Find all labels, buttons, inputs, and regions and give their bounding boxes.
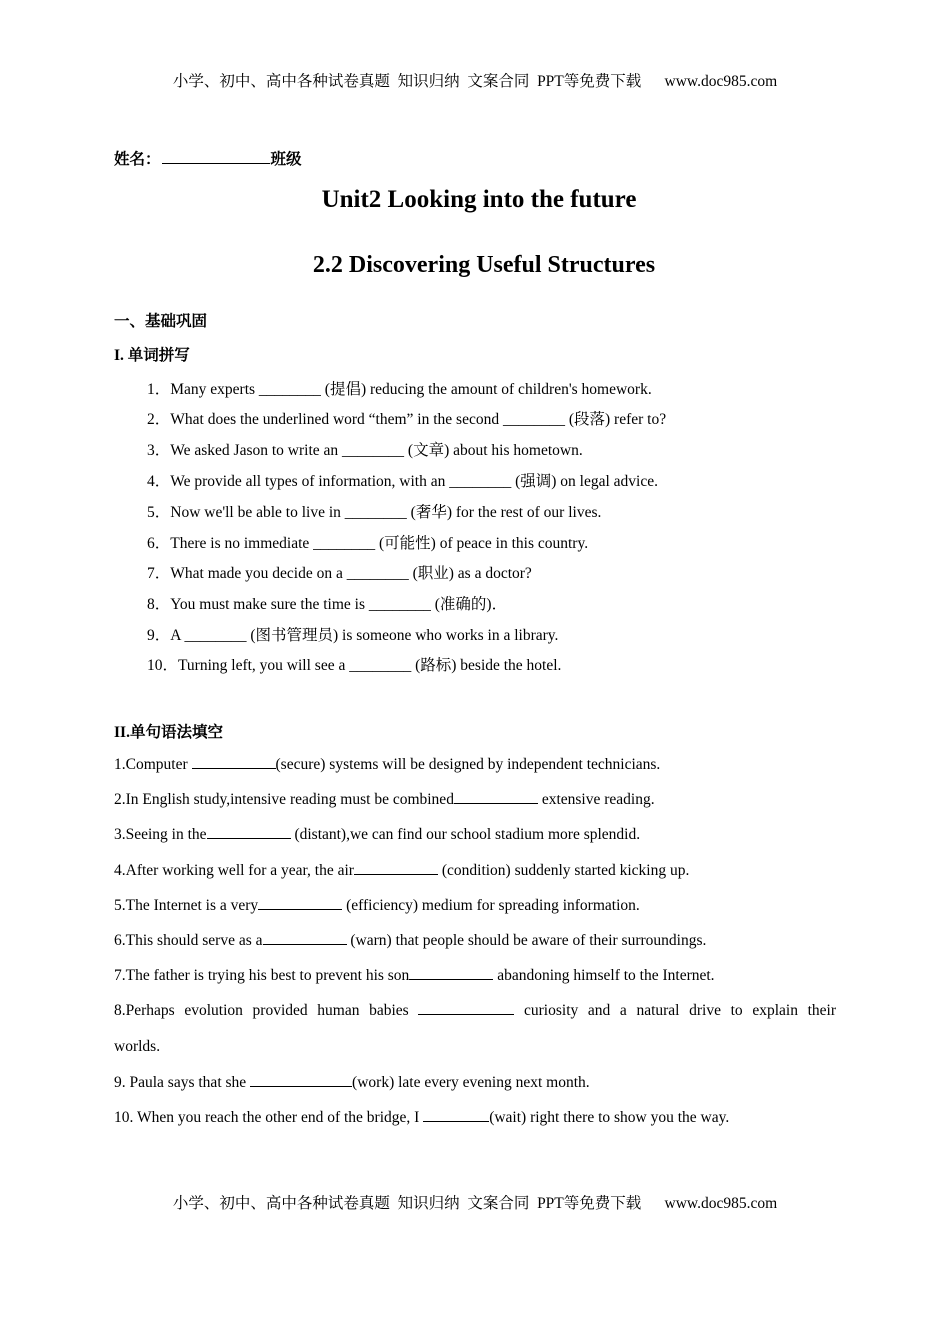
- grammar-item-10: [114, 1108, 729, 1127]
- name-class-field: [114, 147, 302, 169]
- grammar-item-1: [114, 755, 660, 774]
- spelling-item-7: 7．What made you decide on a ________ (职业) as a doctor?: [147, 565, 532, 582]
- answer-blank: [207, 825, 291, 839]
- name-blank: [162, 149, 270, 164]
- grammar-item-post: extensive reading.: [537, 791, 655, 808]
- grammar-item-post: (distant),we can find our school stadium more splendid.: [290, 826, 641, 843]
- spelling-item-4: 4．We provide all types of information, with an ________ (强调) on legal advice.: [147, 473, 658, 490]
- grammar-item-9: [114, 1073, 590, 1092]
- grammar-item-post: abandoning himself to the Internet.: [493, 967, 715, 984]
- answer-blank: [418, 1001, 514, 1015]
- grammar-item-pre: 6.This should serve as a: [114, 932, 263, 949]
- grammar-item-2: [114, 790, 655, 809]
- grammar-item-pre: 10. When you reach the other end of the bridge, I: [114, 1109, 424, 1126]
- grammar-item-post: (wait) right there to show you the way.: [489, 1109, 730, 1126]
- spelling-item-2: 2．What does the underlined word “them” in the second ________ (段落) refer to?: [147, 411, 667, 428]
- answer-blank: [423, 1108, 489, 1122]
- answer-blank: [354, 861, 438, 875]
- grammar-item-4: [114, 861, 689, 880]
- page-header: 小学、初中、高中各种试卷真题 知识归纳 文案合同 PPT等免费下载 www.doc985.com: [172, 73, 778, 90]
- grammar-item-post: (efficiency) medium for spreading information.: [342, 897, 640, 914]
- class-label: 班级: [270, 151, 302, 168]
- grammar-item-8-continued: worlds.: [114, 1038, 161, 1055]
- grammar-item-post: (secure) systems will be designed by independent technicians.: [275, 756, 661, 773]
- grammar-item-8: [114, 1001, 836, 1020]
- spelling-subheading: I. 单词拼写: [114, 347, 190, 364]
- grammar-item-post: (work) late every evening next month.: [352, 1074, 590, 1091]
- answer-blank: [192, 755, 276, 769]
- answer-blank: [258, 896, 342, 910]
- grammar-item-pre: 4.After working well for a year, the air: [114, 862, 354, 879]
- grammar-item-post: curiosity and a natural drive to explain their: [514, 1002, 836, 1019]
- answer-blank: [454, 790, 538, 804]
- unit-title: Unit2 Looking into the future: [321, 186, 637, 213]
- part-two-heading: II.单句语法填空: [114, 724, 223, 741]
- name-label: 姓名：: [114, 151, 161, 168]
- grammar-item-5: [114, 896, 640, 915]
- spelling-item-6: 6．There is no immediate ________ (可能性) of peace in this country.: [147, 535, 589, 552]
- part-one-heading: 一、基础巩固: [114, 313, 208, 330]
- grammar-item-pre: 2.In English study,intensive reading must be combined: [114, 791, 454, 808]
- answer-blank: [263, 931, 347, 945]
- spelling-item-1: 1．Many experts ________ (提倡) reducing the amount of children's homework.: [147, 381, 652, 398]
- grammar-item-pre: 9. Paula says that she: [114, 1074, 251, 1091]
- spelling-item-10: 10．Turning left, you will see a ________ (路标) beside the hotel.: [147, 657, 562, 674]
- section-title: 2.2 Discovering Useful Structures: [312, 252, 656, 278]
- grammar-item-pre: 5.The Internet is a very: [114, 897, 259, 914]
- answer-blank: [409, 966, 493, 980]
- page-footer: 小学、初中、高中各种试卷真题 知识归纳 文案合同 PPT等免费下载 www.doc985.com: [172, 1195, 778, 1212]
- spelling-item-5: 5．Now we'll be able to live in ________ (奢华) for the rest of our lives.: [147, 504, 602, 521]
- spelling-item-9: 9．A ________ (图书管理员) is someone who works in a library.: [147, 627, 559, 644]
- grammar-item-6: [114, 931, 706, 950]
- grammar-item-post: (condition) suddenly started kicking up.: [437, 862, 690, 879]
- grammar-item-3: [114, 825, 640, 844]
- answer-blank: [250, 1073, 352, 1087]
- spelling-item-8: 8．You must make sure the time is ________ (准确的)．: [147, 596, 508, 613]
- grammar-item-7: [114, 966, 715, 985]
- grammar-item-pre: 1.Computer: [114, 756, 192, 773]
- grammar-item-post: (warn) that people should be aware of their surroundings.: [346, 932, 707, 949]
- grammar-item-pre: 8.Perhaps evolution provided human babies: [114, 1002, 419, 1019]
- spelling-item-3: 3．We asked Jason to write an ________ (文章) about his hometown.: [147, 442, 583, 459]
- grammar-item-pre: 3.Seeing in the: [114, 826, 207, 843]
- grammar-item-pre: 7.The father is trying his best to prevent his son: [114, 967, 410, 984]
